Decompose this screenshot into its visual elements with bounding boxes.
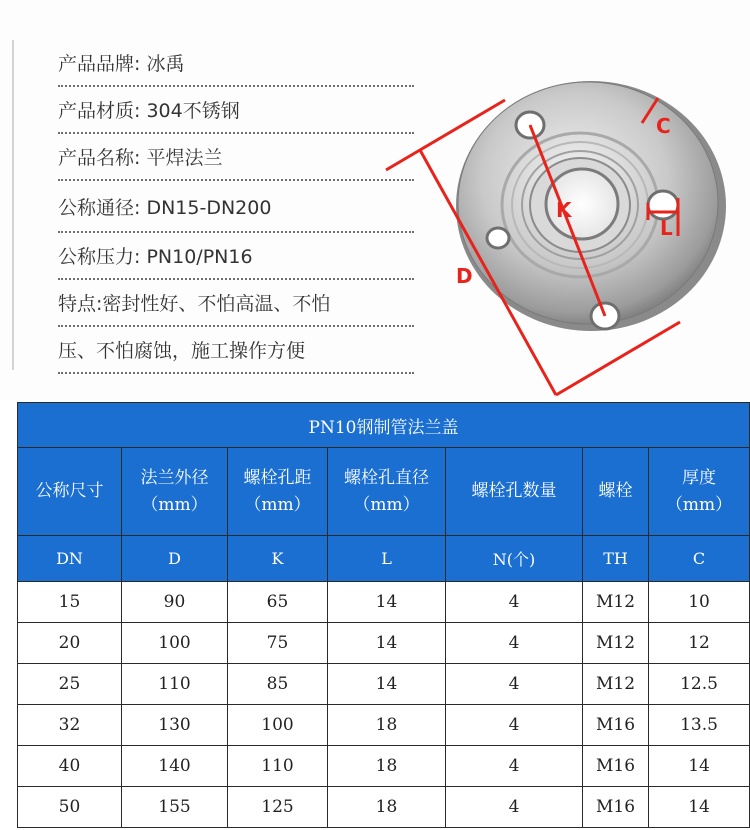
table-cell: 13.5 xyxy=(649,705,750,746)
table-cell: 155 xyxy=(122,787,228,828)
flange-diagram xyxy=(380,50,750,402)
column-header xyxy=(228,448,328,536)
column-header xyxy=(649,448,750,536)
table-cell: 14 xyxy=(328,664,446,705)
table-cell: M12 xyxy=(583,582,649,623)
table-cell: M16 xyxy=(583,705,649,746)
table-cell: 4 xyxy=(446,787,583,828)
table-cell: 130 xyxy=(122,705,228,746)
product-spec-section xyxy=(0,0,750,400)
table-cell: 125 xyxy=(228,787,328,828)
spec-material xyxy=(58,87,414,134)
table-title-row xyxy=(18,403,750,448)
table-code-row xyxy=(18,536,750,582)
column-code: N(个) xyxy=(446,536,583,582)
column-header xyxy=(122,448,228,536)
table-cell: M16 xyxy=(583,787,649,828)
table-cell: 110 xyxy=(122,664,228,705)
table-cell: 12 xyxy=(649,623,750,664)
table-row xyxy=(18,623,750,664)
table-cell: 4 xyxy=(446,623,583,664)
spec-text: 公称压力: PN10/PN16 xyxy=(58,246,253,268)
table-cell: 20 xyxy=(18,623,122,664)
column-code: TH xyxy=(583,536,649,582)
column-header xyxy=(583,448,649,536)
divider xyxy=(12,40,14,370)
column-header-unit: （mm） xyxy=(665,494,733,515)
spec-features-line2 xyxy=(58,327,414,374)
table-cell: M12 xyxy=(583,623,649,664)
table-cell: 100 xyxy=(122,623,228,664)
table-cell: 110 xyxy=(228,746,328,787)
spec-text: 特点:密封性好、不怕高温、不怕 xyxy=(58,293,331,315)
table-cell: 15 xyxy=(18,582,122,623)
column-header-label: 法兰外径 xyxy=(140,467,209,488)
column-header-label: 螺栓孔数量 xyxy=(471,481,557,501)
column-code: C xyxy=(649,536,750,582)
table-header-row xyxy=(18,448,750,536)
column-header-unit: （mm） xyxy=(141,494,208,515)
table-row xyxy=(18,705,750,746)
column-header xyxy=(18,448,122,536)
column-header-unit: （mm） xyxy=(244,494,311,515)
spec-text: 产品品牌: 冰禹 xyxy=(58,53,185,75)
column-code: L xyxy=(328,536,446,582)
spec-text: 压、不怕腐蚀，施工操作方便 xyxy=(58,340,306,362)
table-cell: 90 xyxy=(122,582,228,623)
spec-name xyxy=(58,134,414,181)
table-cell: 4 xyxy=(446,746,583,787)
table-cell: M12 xyxy=(583,664,649,705)
column-header-unit: （mm） xyxy=(353,494,420,515)
table-cell: 14 xyxy=(328,623,446,664)
hole-diameter-label: L xyxy=(660,216,673,240)
table-cell: 12.5 xyxy=(649,664,750,705)
table-cell: 4 xyxy=(446,705,583,746)
spec-list xyxy=(58,40,414,374)
table-cell: 14 xyxy=(649,787,750,828)
spec-text: 公称通径: DN15-DN200 xyxy=(58,196,272,219)
column-header-label: 螺栓孔直径 xyxy=(344,467,429,488)
table-row xyxy=(18,787,750,828)
spec-text: 产品材质: 304不锈钢 xyxy=(58,100,240,122)
table-cell: 32 xyxy=(18,705,122,746)
table-cell: 85 xyxy=(228,664,328,705)
column-code: DN xyxy=(18,536,122,582)
column-header-label: 螺栓孔距 xyxy=(243,467,312,488)
table-cell: 50 xyxy=(18,787,122,828)
flange-image xyxy=(380,50,750,402)
spec-nominal-diameter xyxy=(58,181,414,233)
table-body xyxy=(18,582,750,828)
thickness-label: C xyxy=(656,114,671,138)
table-cell: 65 xyxy=(228,582,328,623)
table-cell: 140 xyxy=(122,746,228,787)
table-row xyxy=(18,746,750,787)
table-title: PN10钢制管法兰盖 xyxy=(18,403,750,448)
table-cell: 40 xyxy=(18,746,122,787)
table-cell: 4 xyxy=(446,664,583,705)
table-cell: 18 xyxy=(328,705,446,746)
table-cell: 18 xyxy=(328,787,446,828)
table-cell: 75 xyxy=(228,623,328,664)
table-cell: M16 xyxy=(583,746,649,787)
column-header-label: 厚度 xyxy=(682,467,716,488)
column-header xyxy=(328,448,446,536)
bolt-circle-label: K xyxy=(556,198,572,222)
table-cell: 4 xyxy=(446,582,583,623)
table-cell: 25 xyxy=(18,664,122,705)
table-cell: 10 xyxy=(649,582,750,623)
spec-nominal-pressure xyxy=(58,233,414,280)
column-header xyxy=(446,448,583,536)
spec-brand xyxy=(58,40,414,87)
column-header-label: 螺栓 xyxy=(598,481,633,501)
table-cell: 14 xyxy=(328,582,446,623)
flange-spec-table xyxy=(17,402,749,828)
column-code: K xyxy=(228,536,328,582)
table-cell: 14 xyxy=(649,746,750,787)
spec-table xyxy=(17,402,750,828)
table-row xyxy=(18,664,750,705)
table-row xyxy=(18,582,750,623)
table-cell: 18 xyxy=(328,746,446,787)
outer-diameter-label: D xyxy=(456,264,473,288)
spec-features-line1 xyxy=(58,280,414,327)
spec-text: 产品名称: 平焊法兰 xyxy=(58,147,223,169)
table-cell: 100 xyxy=(228,705,328,746)
column-code: D xyxy=(122,536,228,582)
column-header-label: 公称尺寸 xyxy=(35,481,104,501)
